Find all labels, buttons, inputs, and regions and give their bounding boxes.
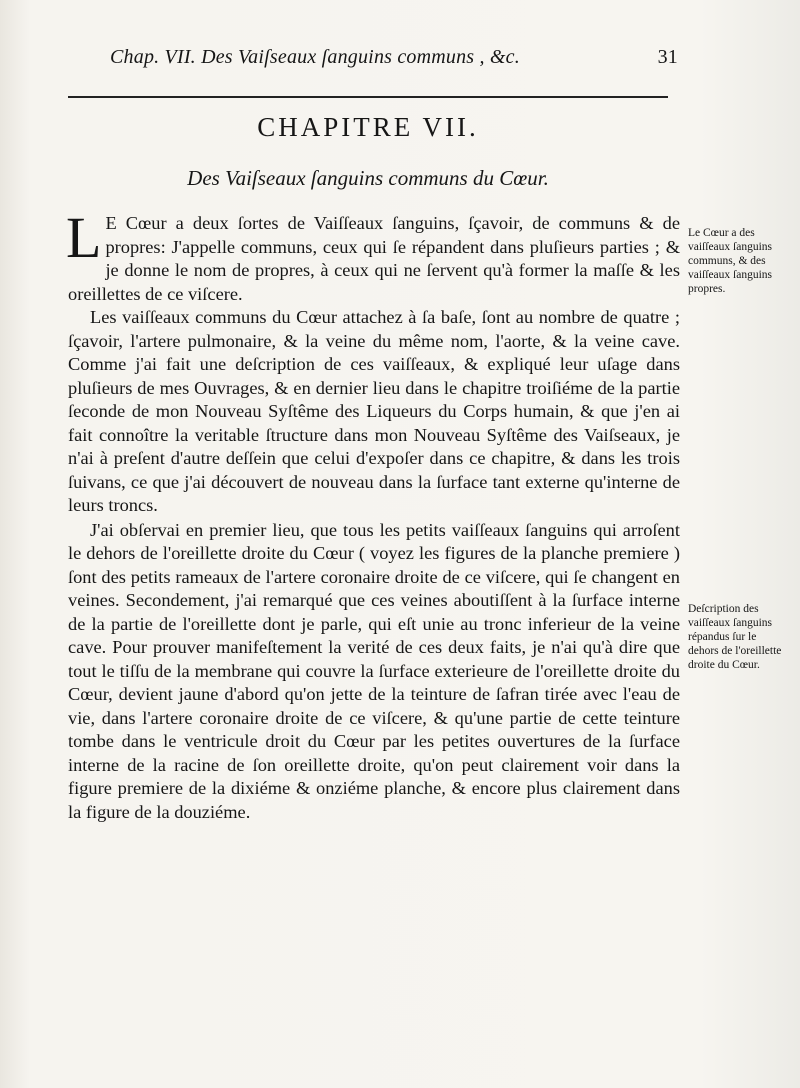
chapter-title: CHAPITRE VII. [257,112,479,142]
margin-note-common-vessels: Le Cœur a des vaiſſeaux ſanguins communs, & des vaiſſeaux ſanguins propres. [688,227,772,295]
header-rule [68,96,668,98]
paragraph-1-text: E Cœur a deux ſortes de Vaiſſeaux ſanguins, ſçavoir, de communs & de propres: J'appelle communs, ceux qui ſe répandent dans pluſieurs parties ; & je donne le nom de propres, à ceux qui ne ſervent qu'à former la maſſe & les oreillettes de ce viſcere. [68,213,680,304]
paragraph-2: Les vaiſſeaux communs du Cœur attachez à ſa baſe, ſont au nombre de quatre ; ſçavoir, l'artere pulmonaire, & la veine du même nom, l'aorte, & la veine cave. Comme j'ai fait une deſcription de ces vaiſſeaux, & expliqué leur uſage dans pluſieurs de mes Ouvrages, & en dernier lieu dans le chapitre troiſiéme de la partie ſeconde de mon Nouveau Syſtême des Liqueurs du Corps humain, & que j'en ai fait connoître la veritable ſtructure dans mon Nouveau Syſtême des Vaiſseaux, je n'ai à preſent d'autre deſſein que celui d'expoſer dans ce chapitre, & dans les trois ſuivans, ce que j'ai découvert de nouveau dans la ſurface tant externe qu'interne de leurs troncs. [68,307,680,515]
paragraph-1 [66,205,680,306]
body-text [66,205,680,824]
paragraph-3: J'ai obſervai en premier lieu, que tous les petits vaiſſeaux ſanguins qui arroſent le dehors de l'oreillette droite du Cœur ( voyez les figures de la planche premiere ) ſont des petits rameaux de l'artere coronaire droite de ce viſcere, qui ſe changent en veines. Secondement, j'ai remarqué que ces veines aboutiſſent à la ſurface interne de la partie de l'oreillette dont je parle, qui eſt unie au tronc inferieur de la veine cave. Pour prouver manifeſtement la verité de ces deux faits, je n'ai qu'à dire que tout le tiſſu de la membrane qui couvre la ſurface exterieure de l'oreillette droite du Cœur, devient jaune d'abord qu'on jette de la teinture de ſafran tirée avec l'eau de vie, dans l'artere coronaire droite de ce viſcere, & qu'une partie de cette teinture tombe dans le ventricule droit du Cœur par les petites ouvertures de la ſurface interne de la racine de ſon oreillette droite, qu'on peut clairement voir dans la figure premiere de la dixiéme & onziéme planche, & encore plus clairement dans la figure de la douziéme. [68,519,680,822]
drop-cap: L [66,205,102,270]
running-head-title: Chap. VII. Des Vaiſseaux ſanguins communs , &c. [110,46,520,68]
margin-note-description: Deſcription des vaiſſeaux ſanguins répandus ſur le dehors de l'oreillette droite du Cœur. [688,603,782,671]
running-head [110,46,690,69]
chapter-subtitle: Des Vaiſseaux ſanguins communs du Cœur. [187,166,549,190]
page-number: 31 [657,46,678,68]
